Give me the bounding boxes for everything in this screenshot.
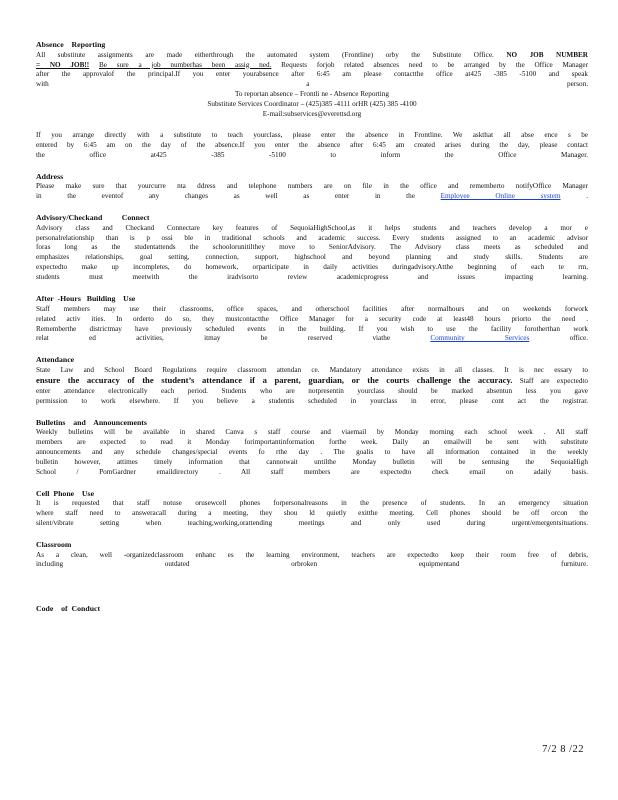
section-body — [36, 366, 588, 407]
section-heading: Bulletins and Announcements — [36, 417, 147, 427]
body-line: including outdated orbroken equipmentand furniture. — [36, 560, 588, 569]
section-absence-reporting — [36, 40, 588, 161]
section-heading: Advisory/Checkand Connect — [36, 213, 150, 223]
section-classroom — [36, 540, 588, 570]
section-heading: Attendance — [36, 355, 75, 365]
contact-email: E-mail:subservices@everettsd.org — [262, 110, 362, 119]
body-line: Advisory class and Checkand Connectare key features of SequoiaHighSchool,as it helps students and teachers develop a mor e — [36, 223, 588, 232]
section-heading: Classroom — [36, 539, 72, 549]
contact-block — [36, 90, 588, 120]
body-line: the office at425 -385 -5100 to inform the Office Manager. — [36, 150, 588, 159]
body-line: It is requested that staff notuse orusewcell phones forpersonalreasons in the presence of students. In an emergency situation — [36, 499, 588, 508]
body-line: relat ed activities, itmay be reserved viathe Community Services office. — [36, 334, 588, 343]
contact-line: Substitute Services Coordinator – (425)385 -4111 orHR (425) 385 -4100 — [207, 100, 417, 109]
body-line: As a clean, well -organizedclassroom enhanc es the learning environment, teachers are expectedto keep their room free of debris, — [36, 550, 588, 559]
body-line: bulletin however, attimes timely information that cannotwait untilthe Monday bulletin will be sentusing the SequoiaHigh — [36, 457, 588, 466]
section-body — [36, 131, 588, 161]
body-line: All substitute assignments are made eitherthrough the automated system (Frontline) orby the Substitute Office. NO JOB NUMBER — [36, 50, 588, 59]
body-line: members are expected to read it Monday forimportantinformation forthe week. Daily an emailwill be sent with substitute — [36, 438, 588, 447]
section-code-of-conduct — [36, 604, 588, 614]
section-body — [36, 305, 588, 345]
section-cell-phone — [36, 489, 588, 529]
section-heading: Address — [36, 171, 64, 181]
section-body — [36, 224, 588, 283]
body-line: If you arrange directly with a substitute to teach yourclass, please enter the absence in Frontline. We askthat all abse ence s be — [36, 130, 588, 139]
body-line: Staff members may use their classrooms, office spaces, and otherschool facilities after normalhours and on weekends forwork — [36, 304, 588, 313]
section-heading: Cell Phone Use — [36, 488, 95, 498]
body-line: related activ ities. In orderto do so, they mustcontactthe Office Manager for a security code at least48 hours priorto the need . — [36, 314, 588, 323]
section-advisory — [36, 213, 588, 283]
section-bulletins — [36, 418, 588, 478]
employee-online-link[interactable]: Employee Online system — [440, 192, 561, 201]
section-after-hours — [36, 294, 588, 344]
section-heading: Absence Reporting — [36, 40, 106, 49]
body-line: in the eventof any changes as well as enter in the Employee Online system . — [36, 192, 589, 201]
body-line: silent/vibrate setting when teaching,working,orattending meetings and only used during urgent/emergentsituations. — [36, 519, 588, 528]
community-services-link[interactable]: Community Services — [430, 334, 530, 343]
body-line: ensure the accuracy of the student’s attendance if a parent, guardian, or the courts challenge the accuracy. Staff are expectedto — [36, 374, 589, 385]
body-line: emphasizes relationships, goal setting, connection, support, highschool and beyond planning and study skills. Students are — [36, 253, 588, 262]
body-line: permission to work elsewhere. If you believe a studentis scheduled in yourclass in error, please cont act the registrar. — [36, 396, 588, 405]
section-address — [36, 172, 588, 202]
body-line: Rememberthe districtmay have previously scheduled events in the building. If you wish to use the facility forotherthan work — [36, 324, 588, 333]
body-line: entered by 6:45 am on the day of the absence.If you enter the absence after 6:45 am created arises during the day, please contact — [36, 140, 588, 149]
body-line: students must meetwith the iradvisorto review academicprogress and issues impacting learning. — [36, 273, 588, 282]
body-line: State Law and School Board Regulations require classroom attendan ce. Mandatory attendance exists in all classes. It is nec essary to — [36, 365, 588, 374]
body-line: foras long as the studentattends the schoolorunitilthey move to SeniorAdvisory. The Advisory class meets as scheduled and — [36, 243, 588, 252]
body-line: Weekly bulletins will be available in shared Canva s staff course and viaemail by Monday morning each school week . All staff — [36, 428, 588, 437]
section-heading: After -Hours Building Use — [36, 294, 136, 304]
section-body — [36, 551, 588, 571]
section-body — [36, 182, 588, 202]
document-page — [36, 40, 588, 625]
body-line: announcements and any schedule changes/special events fo rthe day . The goalis to have all information contained in the weekly — [36, 447, 588, 456]
body-line: where staff need to answeracall during a meeting, they shou ld quietly exitthe meeting. Cell phones should be off orcon the — [36, 509, 588, 518]
footer-date: 7/2 8 /22 — [542, 744, 584, 755]
section-body — [36, 51, 588, 91]
body-line: enter attendance electronically each period. Students who are notpresentin yourclass should be marked absentun less you gave — [36, 386, 588, 395]
section-heading: Code of Conduct — [36, 604, 101, 614]
contact-line: To reportan absence – Frontli ne - Absence Reporting — [235, 90, 389, 99]
section-body — [36, 428, 588, 478]
body-line: with a person. — [36, 80, 588, 89]
body-line: = NO JOB!! Be sure a job numberhas been assig ned. Requests forjob related absences need to be arranged by the Office Manager — [36, 60, 589, 69]
body-line: School / PomGardner emaildirectory . All staff members are expectedto check email on adaily basis. — [36, 467, 588, 476]
body-line: Please make sure that yourcurre nta ddress and telephone numbers are on file in the office and rememberto notifyOffice Manager — [36, 182, 588, 191]
body-line: personalrelationship than is p ossi ble in traditional schools and academic success. Every students assigned to an academic advisor — [36, 233, 588, 242]
section-attendance — [36, 355, 588, 406]
body-line: after the approvalof the principal.If you enter yourabsence after 6:45 am please contactthe office at425 -385 -5100 and speak — [36, 70, 588, 79]
section-body — [36, 499, 588, 529]
body-line: expectedto make up incompletes, do homework, orparticipate in daily activities duringadvisory.Atthe beginning of each te rm, — [36, 263, 588, 272]
